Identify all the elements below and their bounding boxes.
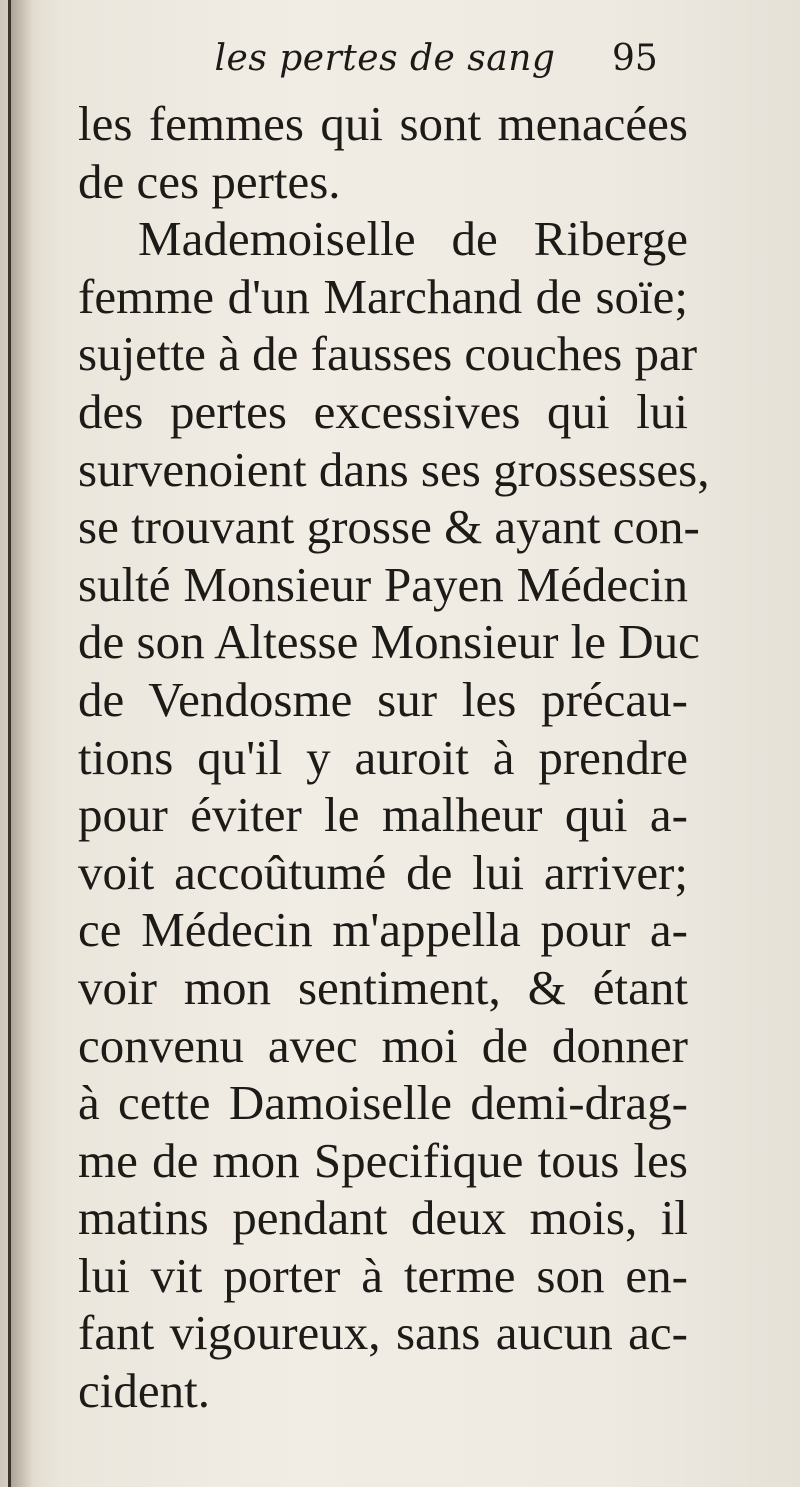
text-line: Mademoiselle de Riberge	[138, 211, 688, 267]
text-line: fant vigoureux, sans aucun ac-	[78, 1305, 688, 1361]
gutter-shadow	[11, 0, 33, 1487]
text-line: à cette Damoiselle demi-drag-	[78, 1075, 688, 1131]
text-line: se trouvant grosse & ayant con-	[78, 499, 700, 555]
text-line: des pertes excessives qui lui	[78, 383, 688, 439]
text-line: tions qu'il y auroit à prendre	[78, 729, 688, 785]
running-head: les pertes de sang	[214, 38, 556, 79]
text-line: convenu avec moi de donner	[78, 1017, 688, 1073]
text-line: sujette à de fausses couches par	[78, 326, 698, 382]
page-number: 95	[612, 38, 658, 79]
text-line: matins pendant deux mois, il	[78, 1190, 688, 1246]
text-line: femme d'un Marchand de soïe;	[78, 268, 688, 324]
text-line: de ces pertes.	[78, 153, 341, 209]
text-line: voir mon sentiment, & étant	[78, 959, 688, 1015]
text-line: voit accoûtumé de lui arriver;	[78, 844, 688, 900]
body-text	[78, 95, 710, 1420]
text-line: de Vendosme sur les précau-	[78, 671, 688, 727]
text-line: sulté Monsieur Payen Médecin	[78, 556, 688, 612]
text-line: survenoient dans ses grossesses,	[78, 441, 710, 497]
text-line: pour éviter le malheur qui a-	[78, 787, 688, 843]
text-line: de son Altesse Monsieur le Duc	[78, 614, 700, 670]
text-line: me de mon Specifique tous les	[78, 1132, 688, 1188]
text-line: ce Médecin m'appella pour a-	[78, 902, 688, 958]
text-line: cident.	[78, 1363, 210, 1419]
text-line: lui vit porter à terme son en-	[78, 1247, 688, 1303]
text-line: les femmes qui sont menacées	[78, 96, 688, 151]
